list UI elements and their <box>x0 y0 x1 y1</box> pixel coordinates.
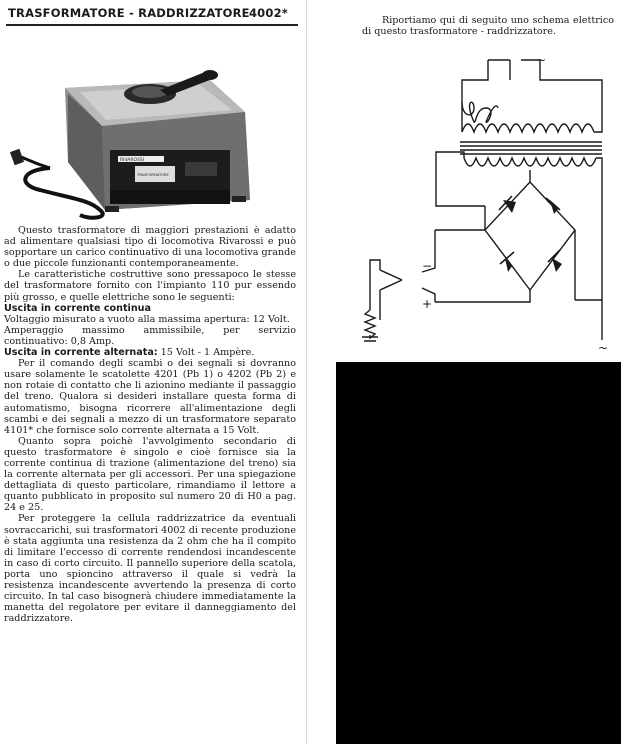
heading-ac-output: Uscita in corrente alternata: <box>4 347 158 359</box>
dc-current: Amperaggio massimo ammissibile, per servizio continuativo: 0,8 Amp. <box>4 324 296 347</box>
body-text <box>4 225 296 624</box>
ac-input-symbol: ~ <box>536 53 547 67</box>
photo-brand-label: RIVAROSSI <box>120 158 145 163</box>
minus-terminal-label: − <box>422 259 433 273</box>
heading-dc-output: Uscita in corrente continua <box>4 302 151 314</box>
paragraph-protection: Per proteggere la cellula raddrizzatrice da eventuali sovraccarichi, sui trasformatori 4002 di recente produzione è stata aggiunta una resistenza da 2 ohm che ha il compito di limitare l'eccesso di corrente rendendosi incandescente in caso di corto circuito. Il pannello superiore della scatola, porta uno spioncino attraverso il quale si vedrà la resistenza incandescente avvertendo la presenza di corto circuito. In tal caso bisognerà chiudere immediatamente la manetta del regolatore per evitare il danneggiamento del raddrizzatore. <box>4 513 296 625</box>
transformer-photo <box>10 50 260 222</box>
page-fold <box>306 0 307 744</box>
paragraph-switches: Per il comando degli scambi o dei segnali si dovranno usare solamente le scatolette 4201 (Pb 1) o 4202 (Pb 2) e non rotaie di contatto che li azionino mediante il passaggio del treno. Qualora si desideri installare questa forma di automatismo, bisogna ricorrere all'alimentazione degli scambi e dei segnali a mezzo di un trasformatore separato 4101* che fornisce solo corrente alternata a 15 Volt. <box>4 358 296 436</box>
paragraph-features: Le caratteristiche costruttive sono pressapoco le stesse del trasformatore fornito con l'impianto 110 pur essendo più grosso, e quelle elettriche sono le seguenti: <box>4 269 296 303</box>
dc-voltage: Voltaggio misurato a vuoto alla massima apertura: 12 Volt. <box>4 313 290 325</box>
paragraph-intro: Questo trasformatore di maggiori prestazioni è adatto ad alimentare qualsiasi tipo di locomotiva Rivarossi e può sopportare un carico continuativo di una locomotiva grande o due piccole funzionanti contemporaneamente. <box>4 225 296 270</box>
product-code: 4002* <box>248 6 288 20</box>
paragraph-winding: Quanto sopra poichè l'avvolgimento secondario di questo trasformatore è singolo e cioè fornisce sia la corrente continua di trazione (alimentazione del treno) sia la corrente alternata per gli accessori. Per una spiegazione dettagliata di questo particolare, rimandiamo il lettore a quanto pubblicato in proposito sul numero 20 di H0 a pag. 24 e 25. <box>4 435 296 514</box>
circuit-schematic <box>340 50 621 355</box>
title-text: TRASFORMATORE - RADDRIZZATORE <box>8 6 250 20</box>
ac-output-symbol: ~ <box>598 341 609 355</box>
left-column <box>0 0 300 744</box>
ac-output-value: 15 Volt - 1 Ampère. <box>160 347 255 359</box>
page-title <box>8 6 298 20</box>
title-underline <box>6 24 298 26</box>
plus-terminal-label: + <box>422 297 433 311</box>
schematic-intro: Riportiamo qui di seguito uno schema elettrico di questo trasformatore - raddrizzatore. <box>362 15 614 38</box>
redacted-area <box>336 362 621 744</box>
ac-output-line <box>4 347 296 358</box>
photo-plate-label: TRASFORMATORE <box>137 173 169 177</box>
